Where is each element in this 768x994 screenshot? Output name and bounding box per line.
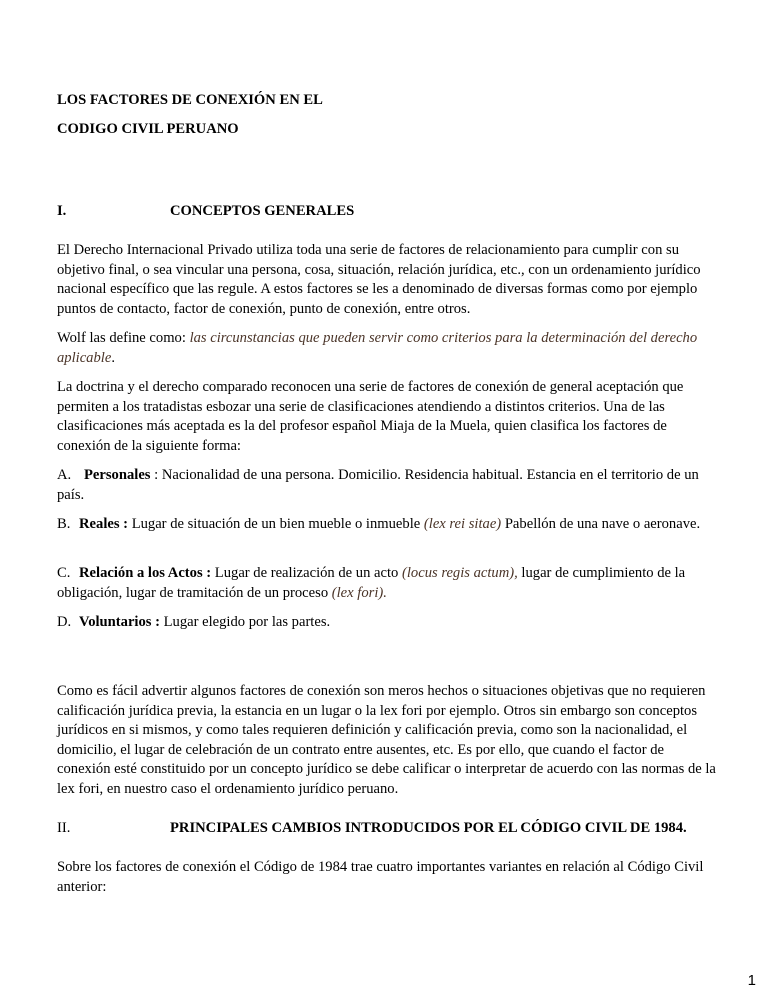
item-c-latin-2: (lex fori). <box>331 584 387 601</box>
document-title-line-1: LOS FACTORES DE CONEXIÓN EN EL <box>57 92 323 108</box>
p2-end: . <box>111 349 115 366</box>
item-b-latin: (lex rei sitae) <box>423 516 502 532</box>
item-d-text: Lugar elegido por las partes. <box>159 614 331 630</box>
item-b-text-2: Pabellón de una nave o aeronave. <box>501 516 701 532</box>
section-2-title: PRINCIPALES CAMBIOS INTRODUCIDOS POR EL CÓDIGO CIVIL DE 1984. <box>170 820 687 836</box>
section-1-number: I. <box>57 203 67 219</box>
item-c-latin: (locus regis actum), <box>402 565 518 581</box>
paragraph-3: La doctrina y el derecho comparado reconocen una serie de factores de conexión de general aceptación que permiten a los tratadistas esbozar una serie de clasificaciones atendiendo a distintos criterios. Una de las clasificaciones más aceptada es la del profesor español Miaja de la Muela, quien clasifica los factores de conexión de la siguiente forma: <box>57 379 684 454</box>
section-2-heading <box>57 819 717 839</box>
item-d-label: Voluntarios : <box>79 614 160 630</box>
section-1-heading <box>57 202 717 222</box>
paragraph-5: Sobre los factores de conexión el Código de 1984 trae cuatro importantes variantes en relación al Código Civil anterior: <box>57 859 704 895</box>
section-2-number: II. <box>57 820 71 836</box>
item-a-letter: A. <box>57 467 72 483</box>
paragraph-1: El Derecho Internacional Privado utiliza toda una serie de factores de relacionamiento para cumplir con su objetivo final, o sea vincular una persona, cosa, situación, relación jurídica, etc., con un ordenamiento jurídico nacional específico que las regule. A estos factores se les a denominado de diversas formas como por ejemplo puntos de contacto, factor de conexión, punto de conexión, entre otros. <box>57 242 701 317</box>
item-c <box>57 564 717 603</box>
p2-quote: las circunstancias que pueden servir como criterios para la determinación del derecho aplicable <box>57 330 698 366</box>
paragraph-4: Como es fácil advertir algunos factores de conexión son meros hechos o situaciones objetivas que no requieren calificación jurídica previa, la estancia en un lugar o la lex fori por ejemplo. Otros sin embargo son conceptos jurídicos en si mismos, y como tales requieren definición y calificación previa, como son la nacionalidad, el domicilio, el lugar de celebración de un contrato entre ausentes, etc. Es por ello, que cuando el factor de conexión esté constituido por un concepto jurídico se debe calificar o interpretar de acuerdo con las normas de la lex fori, en nuestro caso el ordenamiento jurídico peruano. <box>57 683 716 797</box>
section-1-title: CONCEPTOS GENERALES <box>170 203 355 219</box>
item-d <box>57 613 717 633</box>
p2-lead: Wolf las define como: <box>57 330 190 346</box>
item-c-letter: C. <box>57 565 71 581</box>
item-d-letter: D. <box>57 614 72 630</box>
paragraph-2 <box>57 329 717 368</box>
item-b <box>57 515 717 535</box>
item-a-text: : Nacionalidad de una persona. Domicilio. Residencia habitual. Estancia en el territorio de un país. <box>57 467 699 503</box>
document-title-line-2: CODIGO CIVIL PERUANO <box>57 121 239 137</box>
item-c-label: Relación a los Actos : <box>79 565 212 581</box>
item-c-text-2: lugar de cumplimiento de la obligación, lugar de tramitación de un proceso <box>57 565 686 601</box>
item-a <box>57 466 717 505</box>
item-a-label: Personales <box>84 467 151 483</box>
item-c-text: Lugar de realización de un acto <box>211 565 402 581</box>
item-b-text: Lugar de situación de un bien mueble o inmueble <box>128 516 424 532</box>
page-number: 1 <box>747 972 756 989</box>
item-b-letter: B. <box>57 516 71 532</box>
item-b-label: Reales : <box>79 516 129 532</box>
